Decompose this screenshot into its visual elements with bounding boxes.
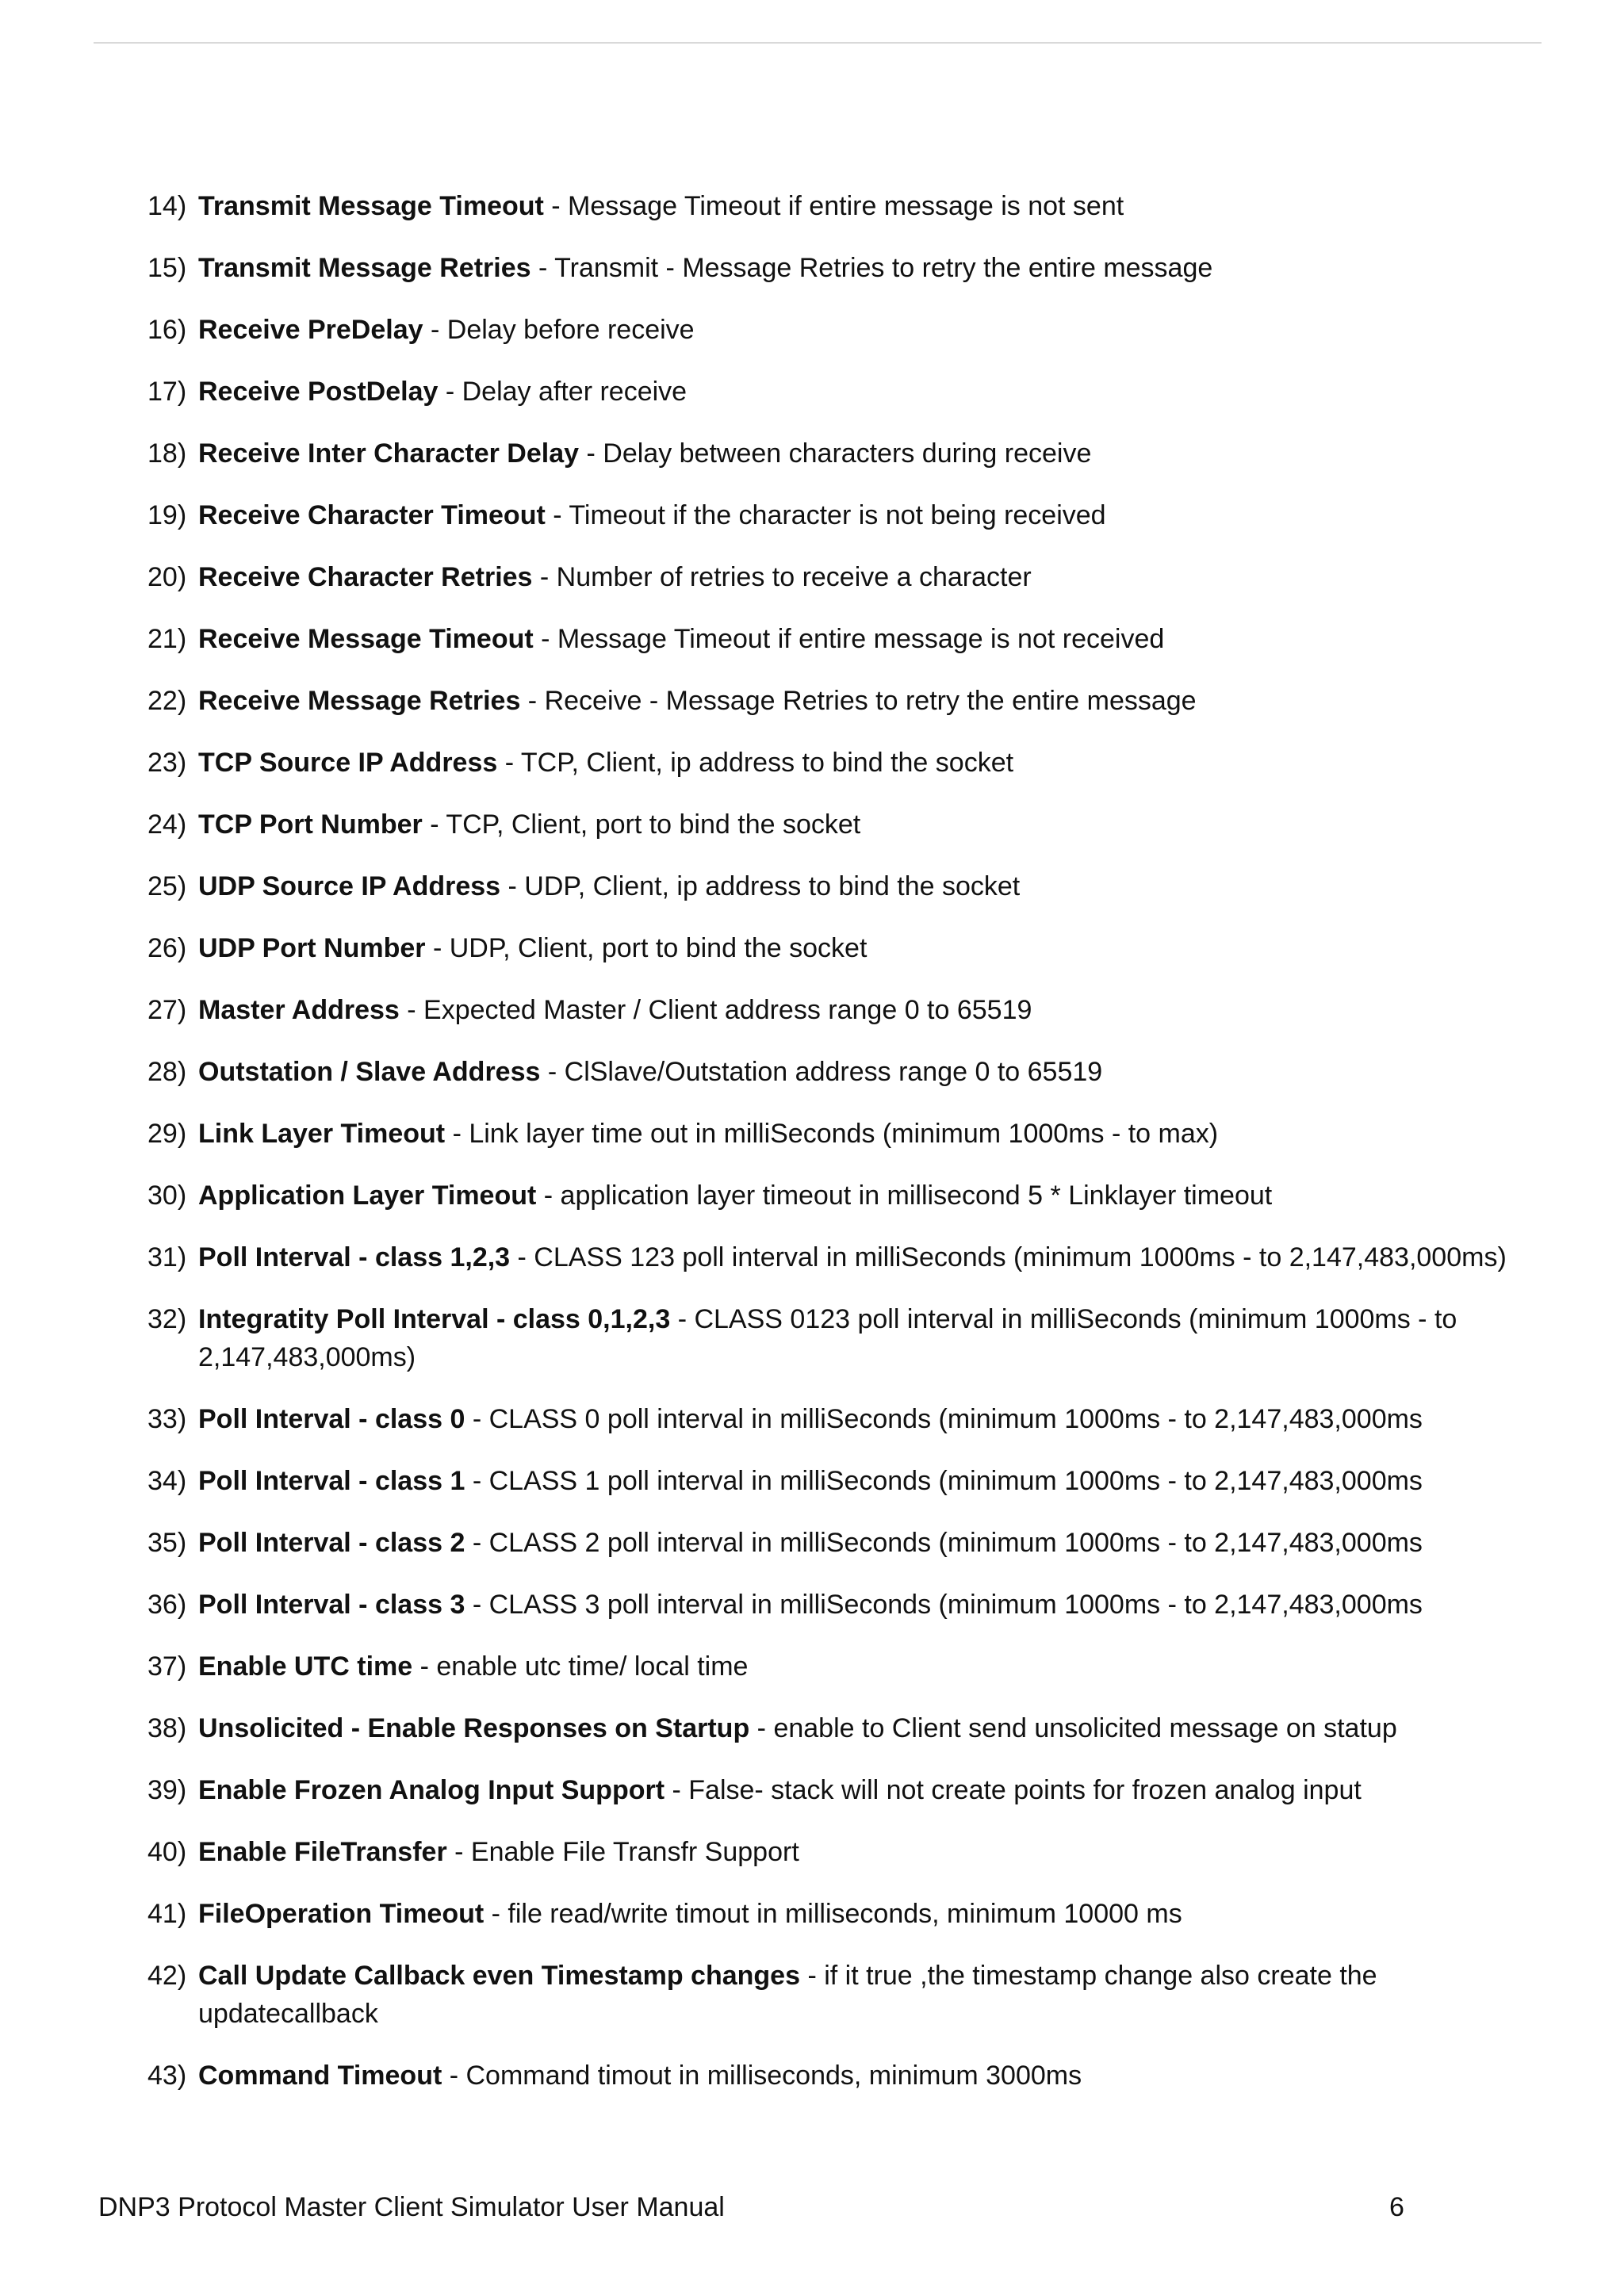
item-description: - Message Timeout if entire message is not sent bbox=[543, 191, 1124, 221]
list-item bbox=[147, 929, 1527, 967]
item-description: - CLASS 2 poll interval in milliSeconds (minimum 1000ms - to 2,147,483,000ms bbox=[465, 1528, 1423, 1558]
list-item bbox=[147, 1833, 1527, 1871]
list-item bbox=[147, 373, 1527, 411]
item-description: - Transmit - Message Retries to retry the entire message bbox=[530, 253, 1213, 283]
item-description: - TCP, Client, ip address to bind the socket bbox=[497, 748, 1014, 778]
item-description: - if it true ,the timestamp change also create the updatecallback bbox=[198, 1961, 1377, 2029]
item-description: - enable utc time/ local time bbox=[412, 1651, 749, 1682]
item-number: 21) bbox=[147, 624, 187, 654]
list-item bbox=[147, 1524, 1527, 1562]
item-description: - Delay before receive bbox=[423, 315, 695, 345]
list-item bbox=[147, 1895, 1527, 1933]
item-description: - Delay after receive bbox=[438, 377, 688, 407]
list-item bbox=[147, 1709, 1527, 1747]
item-number: 35) bbox=[147, 1528, 187, 1558]
list-item bbox=[147, 744, 1527, 782]
list-item bbox=[147, 1647, 1527, 1686]
list-item bbox=[147, 2057, 1527, 2095]
list-item bbox=[147, 187, 1527, 225]
item-description: - Timeout if the character is not being received bbox=[545, 500, 1106, 530]
item-description: - Link layer time out in milliSeconds (minimum 1000ms - to max) bbox=[445, 1119, 1219, 1149]
item-term: Integratity Poll Interval - class 0,1,2,3 bbox=[198, 1304, 671, 1334]
item-number: 23) bbox=[147, 748, 187, 778]
item-term: Receive PreDelay bbox=[198, 315, 423, 345]
item-description: - Expected Master / Client address range 0 to 65519 bbox=[399, 995, 1032, 1025]
footer-page-number: 6 bbox=[1389, 2192, 1404, 2222]
item-term: Unsolicited - Enable Responses on Startup bbox=[198, 1713, 750, 1743]
item-number: 39) bbox=[147, 1775, 187, 1805]
item-number: 28) bbox=[147, 1057, 187, 1087]
item-number: 34) bbox=[147, 1466, 187, 1496]
list-item bbox=[147, 1238, 1527, 1276]
parameter-list bbox=[147, 187, 1527, 2118]
item-description: - Number of retries to receive a character bbox=[532, 562, 1032, 592]
item-term: Receive Character Timeout bbox=[198, 500, 546, 530]
item-description: - UDP, Client, port to bind the socket bbox=[425, 933, 868, 963]
item-description: - CLASS 0 poll interval in milliSeconds (minimum 1000ms - to 2,147,483,000ms bbox=[465, 1404, 1423, 1434]
item-number: 14) bbox=[147, 191, 187, 221]
item-term: FileOperation Timeout bbox=[198, 1899, 485, 1929]
item-term: Receive Message Timeout bbox=[198, 624, 534, 654]
item-description: - UDP, Client, ip address to bind the socket bbox=[500, 871, 1021, 901]
item-term: Application Layer Timeout bbox=[198, 1181, 537, 1211]
footer-document-title: DNP3 Protocol Master Client Simulator User Manual bbox=[98, 2192, 725, 2222]
list-item bbox=[147, 1053, 1527, 1091]
list-item bbox=[147, 991, 1527, 1029]
item-term: UDP Port Number bbox=[198, 933, 426, 963]
item-number: 18) bbox=[147, 438, 187, 469]
item-description: - Enable File Transfr Support bbox=[446, 1837, 799, 1867]
list-item bbox=[147, 311, 1527, 349]
header-rule bbox=[94, 42, 1542, 44]
item-term: Poll Interval - class 3 bbox=[198, 1590, 465, 1620]
item-description: - file read/write timout in milliseconds, minimum 10000 ms bbox=[484, 1899, 1182, 1929]
item-description: - CLASS 0123 poll interval in milliSeconds (minimum 1000ms - to 2,147,483,000ms) bbox=[198, 1304, 1457, 1372]
list-item bbox=[147, 434, 1527, 473]
item-number: 26) bbox=[147, 933, 187, 963]
item-term: Call Update Callback even Timestamp changes bbox=[198, 1961, 800, 1991]
list-item bbox=[147, 806, 1527, 844]
item-number: 19) bbox=[147, 500, 187, 530]
item-number: 40) bbox=[147, 1837, 187, 1867]
item-description: - Command timout in milliseconds, minimum 3000ms bbox=[442, 2061, 1082, 2091]
item-term: Enable Frozen Analog Input Support bbox=[198, 1775, 665, 1805]
list-item bbox=[147, 1177, 1527, 1215]
item-description: - CLASS 3 poll interval in milliSeconds (minimum 1000ms - to 2,147,483,000ms bbox=[465, 1590, 1423, 1620]
item-term: Master Address bbox=[198, 995, 400, 1025]
list-item bbox=[147, 1115, 1527, 1153]
item-term: Command Timeout bbox=[198, 2061, 442, 2091]
item-number: 43) bbox=[147, 2061, 187, 2091]
item-number: 17) bbox=[147, 377, 187, 407]
item-number: 24) bbox=[147, 809, 187, 840]
item-term: Transmit Message Timeout bbox=[198, 191, 544, 221]
list-item bbox=[147, 682, 1527, 720]
list-item bbox=[147, 496, 1527, 534]
item-description: - False- stack will not create points for frozen analog input bbox=[665, 1775, 1362, 1805]
item-description: - enable to Client send unsolicited message on statup bbox=[749, 1713, 1397, 1743]
item-number: 20) bbox=[147, 562, 187, 592]
item-number: 27) bbox=[147, 995, 187, 1025]
item-term: Enable FileTransfer bbox=[198, 1837, 447, 1867]
list-item bbox=[147, 1957, 1527, 2033]
item-term: Receive Message Retries bbox=[198, 686, 521, 716]
item-term: Link Layer Timeout bbox=[198, 1119, 446, 1149]
item-number: 22) bbox=[147, 686, 187, 716]
item-number: 15) bbox=[147, 253, 187, 283]
item-term: Enable UTC time bbox=[198, 1651, 413, 1682]
item-description: - Receive - Message Retries to retry the entire message bbox=[520, 686, 1197, 716]
list-item bbox=[147, 1462, 1527, 1500]
item-term: Receive PostDelay bbox=[198, 377, 439, 407]
item-number: 31) bbox=[147, 1242, 187, 1272]
item-term: Poll Interval - class 0 bbox=[198, 1404, 465, 1434]
item-number: 32) bbox=[147, 1304, 187, 1334]
item-description: - application layer timeout in millisecond 5 * Linklayer timeout bbox=[536, 1181, 1273, 1211]
item-number: 36) bbox=[147, 1590, 187, 1620]
list-item bbox=[147, 249, 1527, 287]
item-number: 42) bbox=[147, 1961, 187, 1991]
list-item bbox=[147, 620, 1527, 658]
item-term: TCP Port Number bbox=[198, 809, 423, 840]
list-item bbox=[147, 558, 1527, 596]
item-number: 41) bbox=[147, 1899, 187, 1929]
item-number: 25) bbox=[147, 871, 187, 901]
item-term: Transmit Message Retries bbox=[198, 253, 531, 283]
list-item bbox=[147, 1771, 1527, 1809]
item-term: Outstation / Slave Address bbox=[198, 1057, 541, 1087]
list-item bbox=[147, 1400, 1527, 1438]
item-term: UDP Source IP Address bbox=[198, 871, 501, 901]
item-term: Poll Interval - class 2 bbox=[198, 1528, 465, 1558]
item-description: - Delay between characters during receive bbox=[579, 438, 1092, 469]
item-number: 16) bbox=[147, 315, 187, 345]
list-item bbox=[147, 1586, 1527, 1624]
item-term: TCP Source IP Address bbox=[198, 748, 498, 778]
item-description: - Message Timeout if entire message is not received bbox=[533, 624, 1165, 654]
item-number: 33) bbox=[147, 1404, 187, 1434]
item-number: 29) bbox=[147, 1119, 187, 1149]
item-description: - CLASS 1 poll interval in milliSeconds (minimum 1000ms - to 2,147,483,000ms bbox=[465, 1466, 1423, 1496]
item-number: 38) bbox=[147, 1713, 187, 1743]
item-number: 30) bbox=[147, 1181, 187, 1211]
item-term: Poll Interval - class 1,2,3 bbox=[198, 1242, 511, 1272]
item-description: - TCP, Client, port to bind the socket bbox=[422, 809, 861, 840]
list-item bbox=[147, 1300, 1527, 1376]
item-term: Poll Interval - class 1 bbox=[198, 1466, 465, 1496]
item-description: - ClSlave/Outstation address range 0 to 65519 bbox=[540, 1057, 1103, 1087]
item-description: - CLASS 123 poll interval in milliSeconds (minimum 1000ms - to 2,147,483,000ms) bbox=[510, 1242, 1507, 1272]
item-number: 37) bbox=[147, 1651, 187, 1682]
item-term: Receive Character Retries bbox=[198, 562, 533, 592]
list-item bbox=[147, 867, 1527, 905]
item-term: Receive Inter Character Delay bbox=[198, 438, 580, 469]
